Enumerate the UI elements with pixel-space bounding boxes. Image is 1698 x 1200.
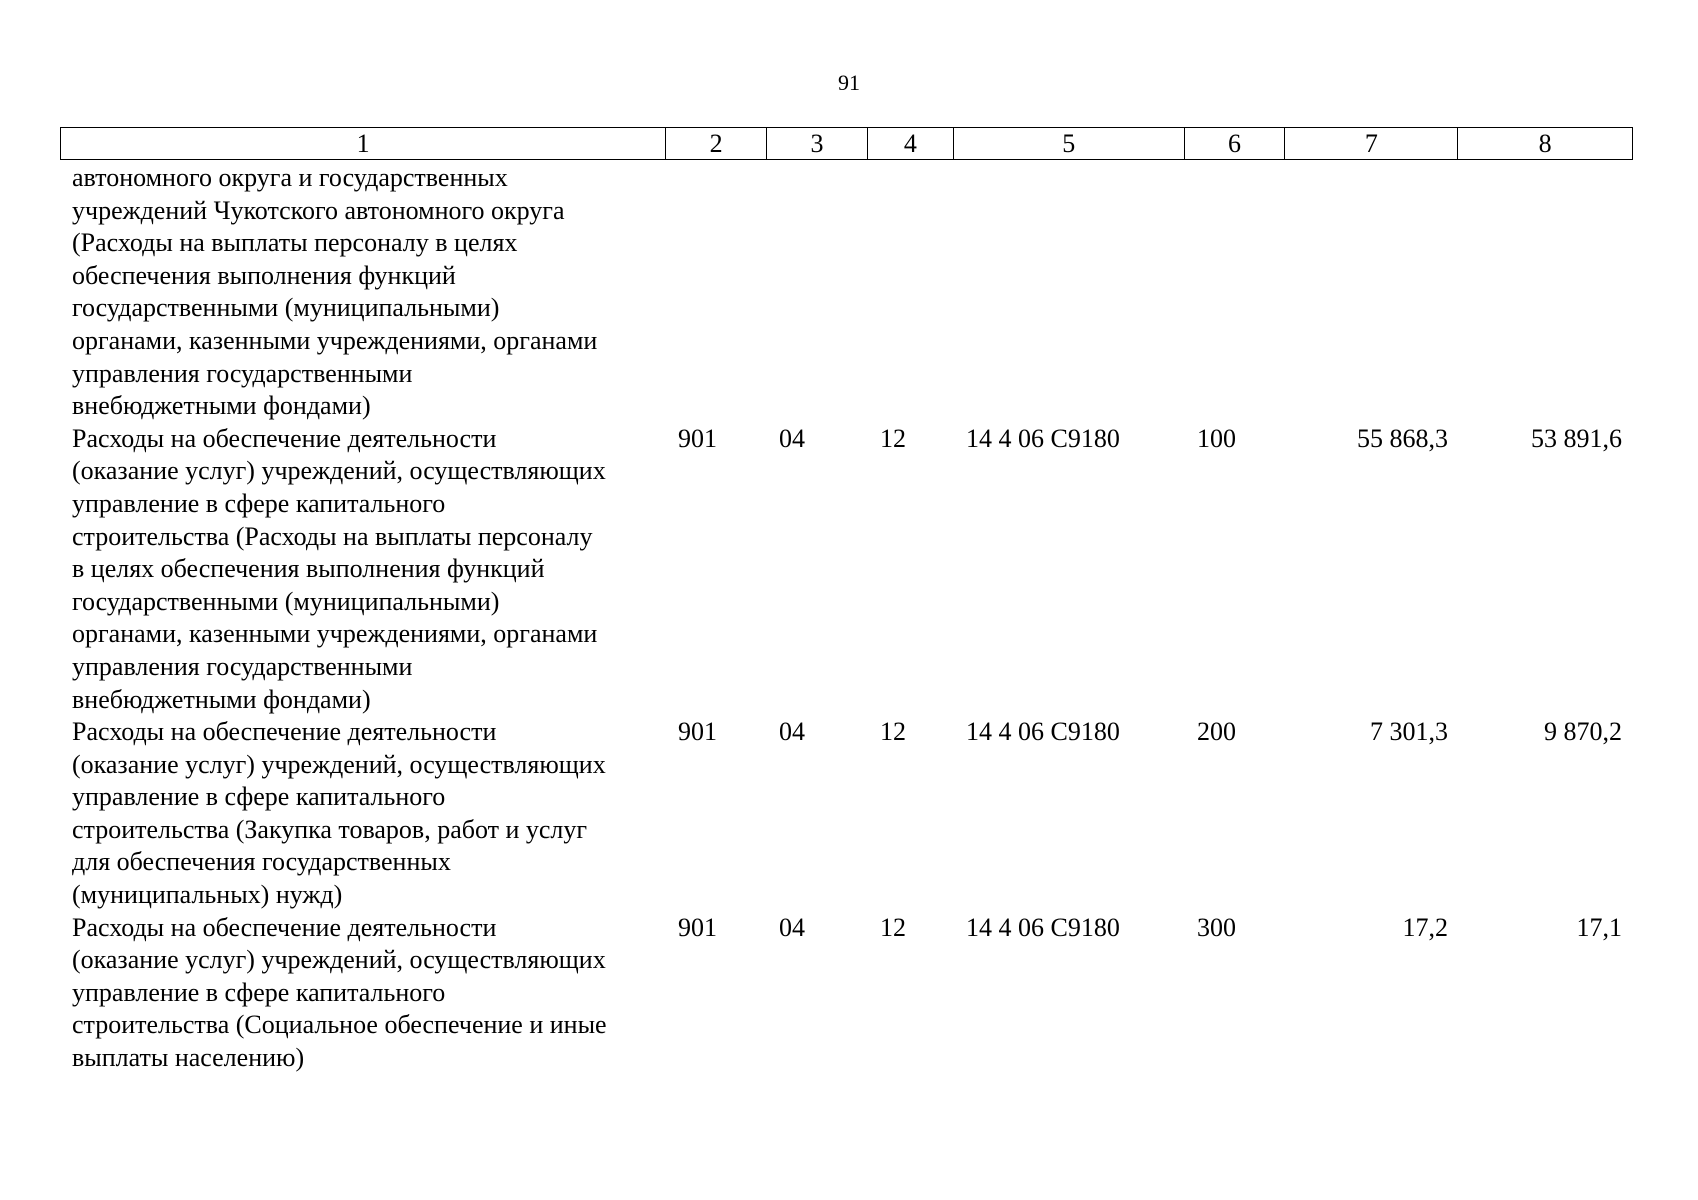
table-row [60,912,1633,1075]
column-header-3: 3 [767,128,868,159]
row-section-code: 04 [779,717,805,747]
row-amount-col7: 17,2 [1402,912,1448,942]
row-target-article: 14 4 06 C9180 [966,423,1120,453]
column-header-5: 5 [954,128,1185,159]
table-row [60,162,1633,423]
column-header-2: 2 [666,128,767,159]
row-description: Расходы на обеспечение деятельности (оказание услуг) учреждений, осуществляющих управление в сфере капитального строительства (Закупка товаров, работ и услуг для обеспечения государственных (муниципальных) нужд) [72,717,606,910]
row-subsection-code: 12 [880,717,906,747]
row-expense-type: 200 [1197,717,1236,747]
row-subsection-code [868,162,954,423]
column-header-8: 8 [1538,129,1552,158]
column-header-6: 6 [1185,128,1286,159]
row-target-article: 14 4 06 C9180 [966,717,1120,747]
table-body [60,162,1633,1075]
table-row [60,423,1633,716]
column-header-1: 1 [61,128,666,159]
row-subsection-code: 12 [880,423,906,453]
row-description: Расходы на обеспечение деятельности (оказание услуг) учреждений, осуществляющих управление в сфере капитального строительства (Расходы на выплаты персоналу в целях обеспечения выполнения функций государственными (муниципальными) органами, казенными учреждениями, органами управления государственными внебюджетными фондами) [72,423,606,714]
row-amount-col8 [1459,162,1633,423]
row-amount-col7 [1286,162,1459,423]
row-amount-col8: 17,1 [1576,912,1622,942]
row-subsection-code: 12 [880,912,906,942]
row-amount-col8: 53 891,6 [1531,423,1622,453]
table-header-row [60,127,1633,160]
column-header-4: 4 [868,128,954,159]
row-amount-col7: 7 301,3 [1370,717,1448,747]
row-section-code [767,162,868,423]
row-ministry-code: 901 [678,423,717,453]
row-section-code: 04 [779,423,805,453]
row-description: Расходы на обеспечение деятельности (оказание услуг) учреждений, осуществляющих управление в сфере капитального строительства (Социальное обеспечение и иные выплаты населению) [72,912,607,1073]
row-section-code: 04 [779,912,805,942]
column-header-7: 7 [1285,128,1458,159]
row-ministry-code: 901 [678,912,717,942]
table-row [60,716,1633,912]
row-description: автономного округа и государственных учреждений Чукотского автономного округа (Расходы на выплаты персоналу в целях обеспечения выполнения функций государственными (муниципальными) органами, казенными учреждениями, органами управления государственными внебюджетными фондами) [72,163,598,421]
page-number: 91 [838,70,860,95]
row-amount-col7: 55 868,3 [1357,423,1448,453]
row-amount-col8: 9 870,2 [1544,717,1622,747]
row-expense-type: 300 [1197,912,1236,942]
row-target-article: 14 4 06 C9180 [966,912,1120,942]
row-expense-type: 100 [1197,423,1236,453]
row-ministry-code [666,162,767,423]
row-expense-type [1185,162,1286,423]
row-ministry-code: 901 [678,717,717,747]
row-target-article [954,162,1185,423]
